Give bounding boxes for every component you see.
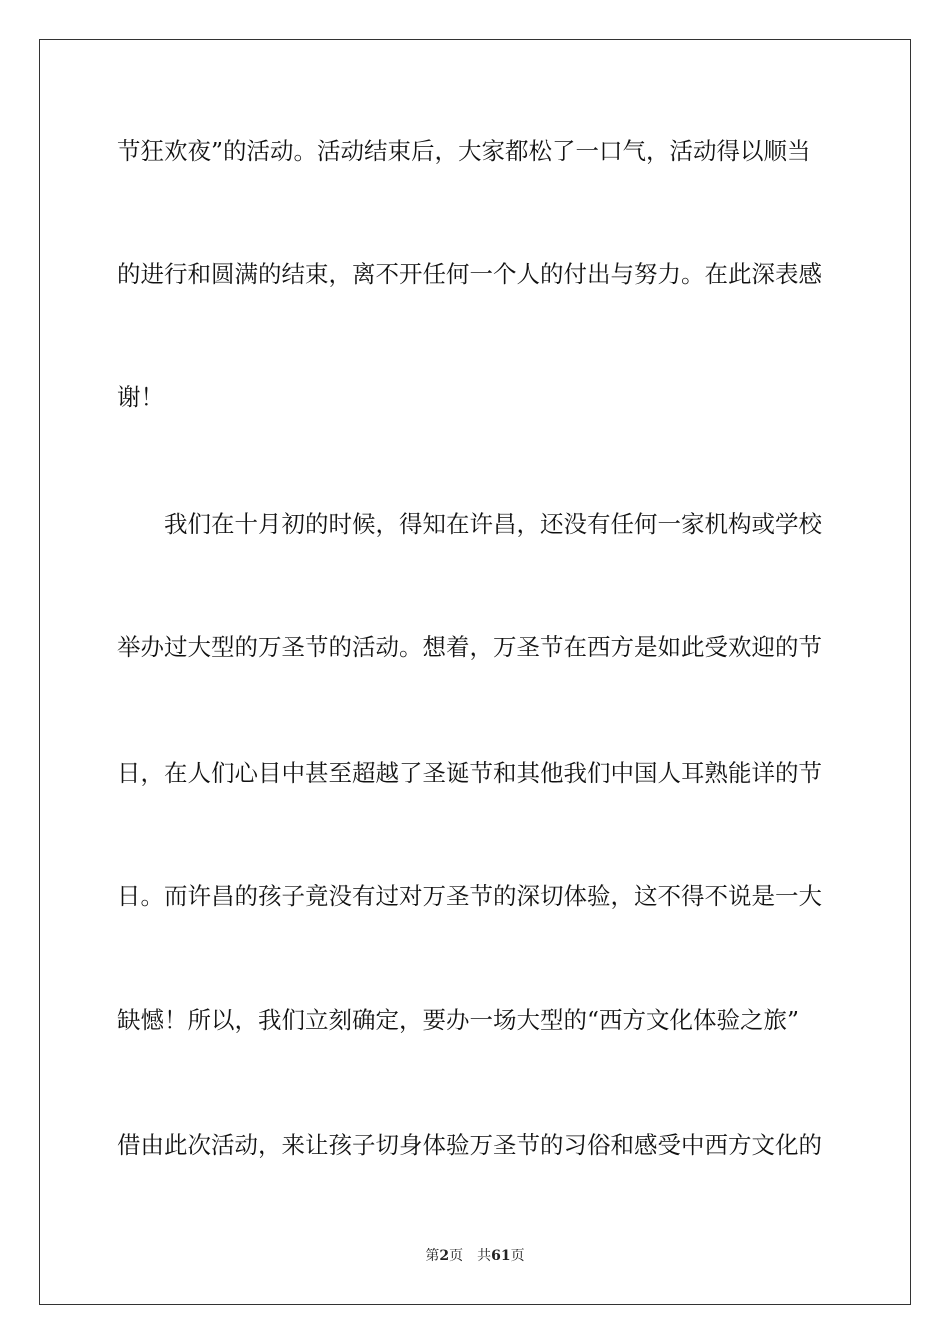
page-prefix: 第 [425,1248,440,1264]
total-prefix: 共 [477,1248,492,1264]
page-footer [0,1246,950,1266]
text-line-8: 缺憾！所以，我们立刻确定，要办一场大型的“西方文化体验之旅” [117,1006,800,1034]
total-suffix: 页 [510,1248,525,1264]
page-number: 2 [439,1248,450,1264]
text-line-3: 谢！ [117,383,164,411]
page-border [39,39,911,1305]
text-line-9: 借由此次活动，来让孩子切身体验万圣节的习俗和感受中西方文化的 [117,1131,822,1159]
text-line-2: 的进行和圆满的结束，离不开任何一个人的付出与努力。在此深表感 [117,260,822,288]
text-line-7: 日。而许昌的孩子竟没有过对万圣节的深切体验，这不得不说是一大 [117,882,822,910]
text-line-5: 举办过大型的万圣节的活动。想着，万圣节在西方是如此受欢迎的节 [117,633,822,661]
text-line-6: 日，在人们心目中甚至超越了圣诞节和其他我们中国人耳熟能详的节 [117,759,822,787]
page-suffix: 页 [449,1248,464,1264]
text-line-4: 我们在十月初的时候，得知在许昌，还没有任何一家机构或学校 [117,510,822,538]
total-pages: 61 [491,1248,511,1264]
text-line-1: 节狂欢夜”的活动。活动结束后，大家都松了一口气，活动得以顺当 [117,137,811,165]
